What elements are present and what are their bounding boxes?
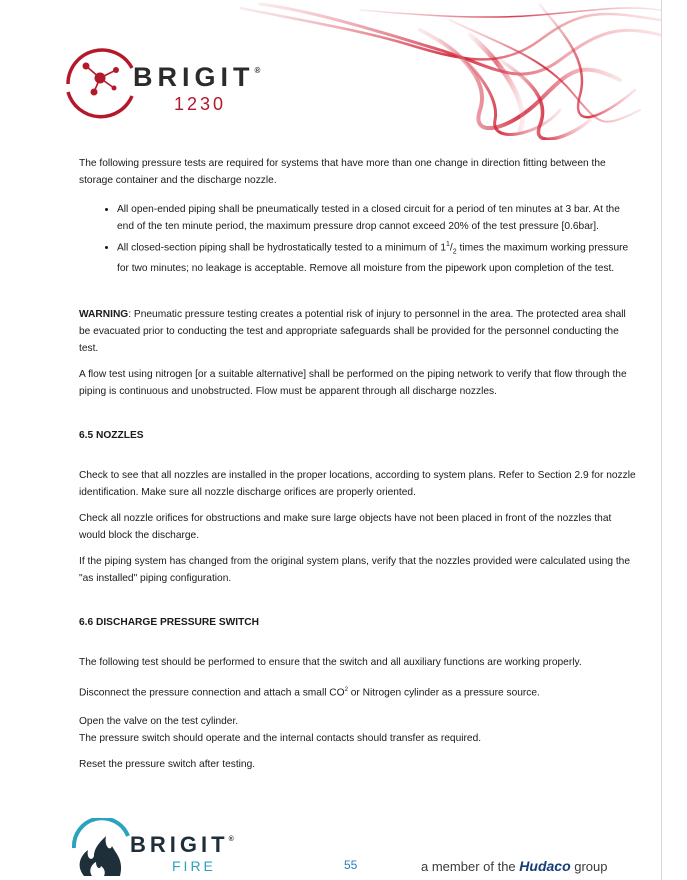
section-heading-pressure-switch: 6.6 DISCHARGE PRESSURE SWITCH: [79, 617, 260, 629]
footer-brand-name: BRIGIT®: [130, 832, 234, 857]
warning-label: WARNING: [79, 309, 129, 321]
section-heading-nozzles: 6.5 NOZZLES: [79, 430, 144, 442]
nozzles-paragraph: If the piping system has changed from the original system plans, verify that the nozzles provided were calculated using the "as installed" piping configuration.: [79, 556, 630, 585]
switch-paragraph: Disconnect the pressure connection and attach a small $CO^2$ or Nitrogen cylinder as a pressure source.: [79, 687, 540, 699]
list-item: • All closed-section piping shall be hydrostatically tested to a minimum of $1^1/_2$ times the maximum working pressure for two minutes; no leakage is acceptable. Remove all moisture from the pipework upon completion of the test.: [117, 236, 639, 277]
brand-name: BRIGIT®: [133, 62, 261, 92]
nozzles-paragraph: Check to see that all nozzles are installed in the proper locations, according to system plans. Refer to Section 2.9 for nozzle identification. Make sure all nozzle discharge orifices are properly oriented.: [79, 470, 636, 499]
footer-brand-product: FIRE: [172, 858, 216, 874]
flow-test-paragraph: A flow test using nitrogen [or a suitable alternative] shall be performed on the piping network to verify that flow through the piping is continuous and unobstructed. Flow must be apparent through all discharge nozzles.: [79, 369, 627, 398]
hudaco-logo: Hudaco: [519, 858, 571, 874]
warning-paragraph: WARNING: Pneumatic pressure testing creates a potential risk of injury to personnel in the area. The protected area shall be evacuated prior to conducting the test and appropriate safeguards shall be provided for the personnel conducting the test.: [79, 309, 626, 355]
switch-paragraph: The following test should be performed to ensure that the switch and all auxiliary functions are working properly.: [79, 657, 582, 669]
brand-product: 1230: [174, 94, 227, 114]
pressure-test-list: [79, 201, 639, 277]
nozzles-paragraph: Check all nozzle orifices for obstructions and make sure large objects have not been placed in front of the nozzles that would block the discharge.: [79, 513, 612, 542]
switch-paragraph: Open the valve on the test cylinder. The pressure switch should operate and the internal contacts should transfer as required.: [79, 715, 482, 744]
list-item: • All open-ended piping shall be pneumatically tested in a closed circuit for a period of ten minutes at 3 bar. At the end of the ten minute period, the maximum pressure drop cannot exceed 20% of the test pressure [0.6bar].: [117, 201, 639, 235]
member-statement: a member of the Hudaco group: [421, 858, 608, 874]
switch-paragraph: Reset the pressure switch after testing.: [79, 758, 256, 770]
document-body: [79, 155, 639, 782]
page-number: 55: [344, 858, 358, 872]
intro-paragraph: The following pressure tests are required for systems that have more than one change in direction fitting between the storage container and the discharge nozzle.: [79, 158, 606, 186]
